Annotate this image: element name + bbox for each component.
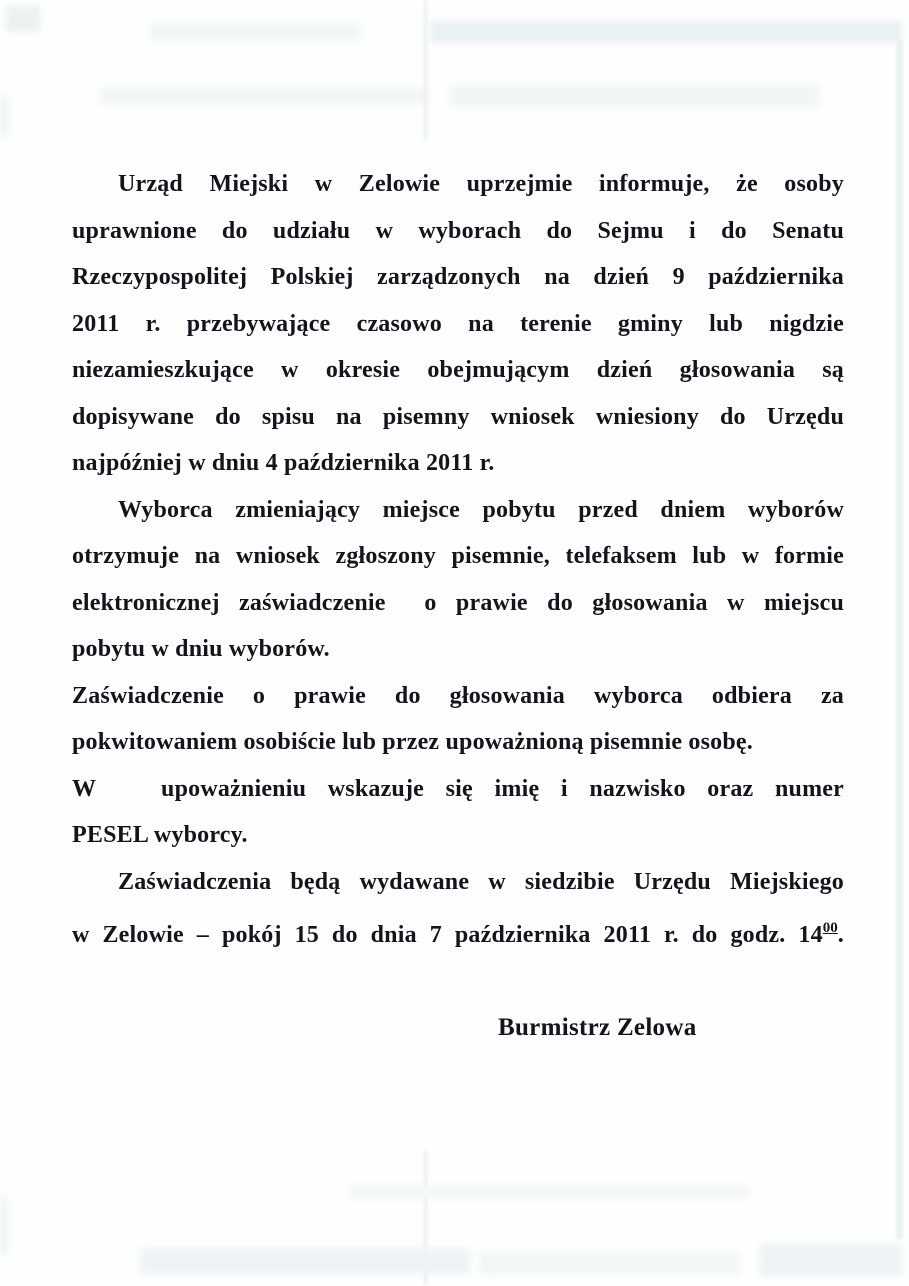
text-line: Zaświadczenie o prawie do głosowania wyborca odbiera za [72, 682, 844, 709]
scan-fold-line [424, 0, 427, 140]
text-line-closing [72, 905, 844, 952]
paragraph-1 [72, 161, 844, 487]
text-line: Urząd Miejski w Zelowie uprzejmie informuje, że osoby [118, 171, 844, 197]
text-line: Rzeczypospolitej Polskiej zarządzonych na dzień 9 października [72, 264, 844, 290]
scan-artifact [430, 21, 902, 43]
paragraph-4 [72, 766, 844, 859]
scan-artifact [0, 95, 8, 137]
paragraph-2 [72, 487, 844, 673]
text-line: Wyborca zmieniający miejsce pobytu przed dniem wyborów [118, 496, 844, 523]
text-line: elektronicznej zaświadczenie o prawie do głosowania w miejscu [72, 589, 844, 616]
text-line: otrzymuje na wniosek zgłoszony pisemnie, telefaksem lub w formie [72, 543, 844, 569]
document-body [72, 161, 844, 952]
text-line: najpóźniej w dniu 4 października 2011 r. [72, 450, 495, 476]
scan-artifact [450, 86, 820, 106]
text-line: pobytu w dniu wyborów. [72, 636, 330, 662]
text-line: W upoważnieniu wskazuje się imię i nazwisko oraz numer [72, 775, 844, 802]
closing-period: . [837, 922, 844, 948]
signature-line: Burmistrz Zelowa [498, 1014, 697, 1041]
text-line: uprawnione do udziału w wyborach do Sejmu i do Senatu [72, 217, 844, 244]
scan-artifact [140, 1248, 470, 1274]
scan-artifact [350, 1185, 750, 1199]
text-line: niezamieszkujące w okresie obejmującym dzień głosowania są [72, 357, 844, 383]
scan-fold-line [424, 1150, 427, 1286]
text-line: Zaświadczenia będą wydawane w siedzibie Urzędu Miejskiego [118, 868, 844, 895]
closing-text: w Zelowie – pokój 15 do dnia 7 października 2011 r. do godz. 14 [72, 922, 823, 948]
scan-artifact [0, 1195, 7, 1255]
text-line: pokwitowaniem osobiście lub przez upoważnioną pisemnie osobę. [72, 729, 753, 755]
scan-artifact [6, 6, 40, 32]
scan-artifact [100, 88, 430, 104]
scan-edge-band [896, 40, 903, 1240]
scan-artifact [150, 24, 360, 40]
text-line: 2011 r. przebywające czasowo na terenie gminy lub nigdzie [72, 310, 844, 337]
superscript-hour-minutes: 00 [822, 920, 838, 936]
paragraph-3 [72, 673, 844, 766]
scan-artifact [760, 1244, 902, 1276]
text-line: dopisywane do spisu na pisemny wniosek wniesiony do Urzędu [72, 403, 844, 430]
paragraph-5 [72, 859, 844, 952]
scan-artifact [480, 1252, 740, 1274]
text-line: PESEL wyborcy. [72, 822, 248, 848]
